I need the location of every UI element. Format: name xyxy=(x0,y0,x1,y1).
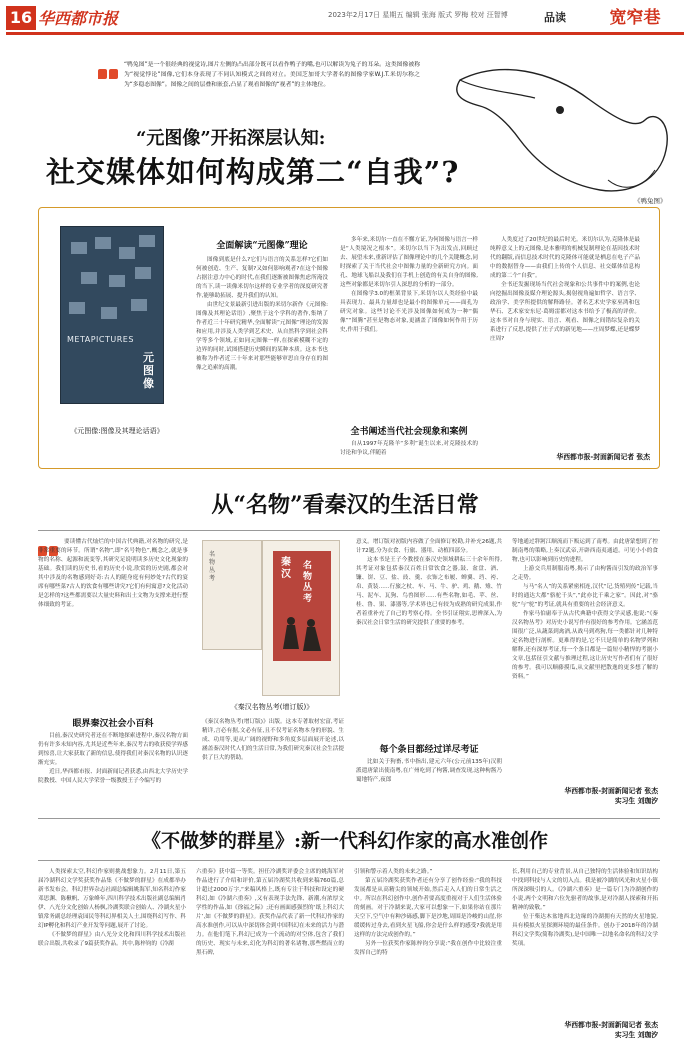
quote-mark-icon xyxy=(98,64,120,78)
article1-subhead: 全面解读“元图像”理论 xyxy=(216,241,308,251)
divider xyxy=(38,860,660,861)
paragraph: 多年来,米切尔一直在不懈方证,为何图像与语言一样是“人类境况之根本”。米切尔以当下为出发点,回顾过去、展望未来,重新评估了图像理论中的几个关键概念,同时探索了关于当代社会中图像力量的全新研究方向。面孔、地球飞船以及我们在手机上创造的有关自身的图像,这些对象都是米切尔引人深思的分析的一部分。 xyxy=(340,237,478,288)
article2-title: 从“名物”看秦汉的生活日常 xyxy=(211,492,479,518)
book2-title-a: 秦汉 xyxy=(281,557,291,580)
article1-col1 xyxy=(196,256,328,373)
byline-intern: 实习生 刘珈汐 xyxy=(614,797,658,805)
article1-col2 xyxy=(340,236,478,335)
article1-col3 xyxy=(490,236,640,344)
article1-title-line2: 社交媒体如何构成第二“自我”? xyxy=(46,155,460,189)
paragraph: 图像到底是什么?它们与语言的关系怎样?它们如何被创造、生产、复制?又如何影响观者?在这个图像占据注意力中心的时代,在我们逐渐被图像焦虑所淹没的当下,读一读像米切尔这样的专业学者的深度研究著作,能够助拓展、提升我们的认知。 xyxy=(196,257,328,299)
article3-col4 xyxy=(512,868,658,949)
page-number: 16 xyxy=(6,6,36,30)
book-en-title: METAPICTURES xyxy=(67,335,134,344)
masthead xyxy=(0,0,690,44)
paragraph: 比如关于狗畜,书中指出,建元六年(公元前135年)汉朝派遣唐蒙出使南粤,在广州吃到了枸酱,调查发现,这种枸酱乃蜀地特产,夜郎 xyxy=(356,759,502,783)
article1-title-line1: “元图像”开拓深层认知: xyxy=(136,128,326,149)
book2-red-panel xyxy=(273,551,331,661)
paragraph: 上游交兵用制服南粤,揭示了由枸酱而引发的政治军事之走势。 xyxy=(512,566,658,581)
book-cover-art xyxy=(61,227,165,337)
byline-reporter: 华西都市报-封面新闻记者 张杰 xyxy=(564,787,658,795)
article3-title: 《不做梦的群星》:新一代科幻作家的高水准创作 xyxy=(141,830,548,852)
book-cover-metapictures xyxy=(60,226,164,404)
book2-caption: 《秦汉名物丛考(增订版)》 xyxy=(230,703,314,711)
issue-meta: 2023年2月17日 星期五 编辑 张海 版式 罗梅 校对 汪智博 xyxy=(328,11,508,19)
paper-logo: 华西都市报 xyxy=(38,9,119,28)
book1-caption: 《元图像:图像及其理论话语》 xyxy=(70,427,164,435)
article2-byline xyxy=(500,786,658,806)
article2-col3 xyxy=(356,538,502,628)
paragraph: 人类度过了20世纪的最后时光。米切尔认为,克隆体是最纯粹意义上的元图像,是本雅明的机械复制理论在基因技术时代的翻版,而信息技术时代的克隆体可能就是栖息在电子产品中的数据替身——由我们上传的个人信息、社交媒体信息构成的第二个“自我”。 xyxy=(490,237,640,279)
article2-col3b xyxy=(356,758,502,785)
book2-figure-art xyxy=(277,611,327,655)
section-name: 品读 xyxy=(544,11,566,24)
article2-subhead2: 每个条目都经过详尽考证 xyxy=(379,745,479,755)
duck-rabbit-caption: 《鸭兔图》 xyxy=(634,197,667,205)
byline-intern: 实习生 刘珈汐 xyxy=(614,1031,658,1039)
article2-col1b xyxy=(38,732,188,786)
article1-intro: “鸭兔图”是一个很经典的视觉诗,图片左侧的凸出部分既可以看作鸭子的嘴,也可以解读为兔子的耳朵。这类图像被称为“视觉悖论”图像,它们本身表现了不同认知模式之间的对立。美国芝加哥大学著名的图像学家W.J.T.米切尔称之为“多稳态图像”。图像之间的层叠和嵌套,凸显了观看图像的“视者”的主体地位。 xyxy=(124,62,420,88)
book2-spine-cover xyxy=(202,540,262,650)
paragraph: 要读懂古代灿烂的中国古代典籍,对名物的研究,是非常重要的环节。所谓“名物”,即“名号物色”,概念之,就是事物的名称、起源和流变等,其研究足说明读多历史文化现象的基础。我们读的历史书,看的历史小说,欣赏的历史剧,都会对其中涉及的名物感到好奇:古人的随身庭有何妙处?古代的宴席有哪些菜?古人的饮食有哪些讲究?它们有何寓意?文化活动是怎样的?这些都需要以大量史料和出土文物为支撑来进行整体细致的考证。 xyxy=(38,539,188,608)
paragraph: 位于柴达木盆地西北边缘的冷湖拥有天然的火星地貌,具有模拟火星探测环境的最佳条件。创办于2018年的冷湖科幻文学奖(简称冷湖奖),是中国唯一以地名命名的科幻文学奖项。 xyxy=(512,914,658,947)
book2-front-cover xyxy=(262,540,340,696)
divider xyxy=(38,818,660,819)
paragraph: 目前,秦汉史研究者还在不断地探索进程中,秦汉名物方面仍有许多未知内容,尤其是近些年来,秦汉考古的收获使学界感到惊喜,让大家获取了新的信息,使得我们对秦汉名物的认识逐渐充实。 xyxy=(38,733,188,766)
paragraph: 另外一位获奖作家陈梓钧分享说:“我在创作中比较注重发挥自己的特 xyxy=(354,941,502,956)
paragraph: 近日,华西都市报、封面新闻记者获悉,由西北大学历史学院教授、中国人民大学荣誉一级教授王子今编写的 xyxy=(38,769,188,784)
book2-small-title: 名物丛考 xyxy=(209,551,216,582)
column-name: 宽窄巷 xyxy=(586,4,684,32)
paragraph: 在图像学3.0的框架背景下,米切尔以人类经验中最具表现力、最具力量却也是最小的图像单元——面孔为研究对象。这些讨论不光涉及图像如何成为一种“偶像”“图腾”甚至是物态对象,更涵盖了图像如何作用于历史,作用于我们。 xyxy=(340,291,478,333)
article3-col1 xyxy=(38,868,186,949)
paragraph: 长,利用自己的专业背景,从自己独特的生活体验和知识结构中找到科技与人文的切入点。我是被冷湖的风光和火星小镇所深深吸引的人。《冷湖六重奏》是一篇专门为冷湖创作的小说,两个文明和六位先驱者的故事,是对冷湖人探索和开拓精神的致敬。” xyxy=(512,869,658,911)
paragraph: 等地通过牂牁江顺流而下贩运到了南粤。由此唐蒙想到了控制南粤的策略,上奏汉武帝,开辟西南夷通道。可见小小的食物,也可以影响到历史的进程。 xyxy=(512,539,658,563)
book-cn-title: 元图像 xyxy=(143,351,154,390)
paragraph: 由世纪文景最新引进出版的米切尔新作《元图像:图像及其理论话语》,聚焦于这个学科的著作,集纳了作者近三十年研究精华,全面解读“元图像”理论的发源和应用,并涉及人类学到艺术史、从自然科学到社会科学等多个领域,正如同元图像一样,在探索模糊不定的边界的同时,试图搭建历史瞬间的某种本质。这本书也被称为作者近三十年来对那些能够审思自身存在的图像之追索的高潮。 xyxy=(196,302,328,371)
paragraph: 意义。增订版对初版内容做了全面修订校勘,并补充26题,共计72题,分为衣食、行旅、器用、动植四部分。 xyxy=(356,539,502,554)
paragraph: 《秦汉名物丛考(增订版)》出版。这本专著取材宏富,考证精详,言必有据,文必有征,且不仅考证名物本身的形貌、生成、功用等,更从广阔的视野和多角度多层面展开论述,以涵盖秦汉时代人们的生活日常,为我们研究秦汉社会生活提供了巨大的帮助。 xyxy=(202,719,344,761)
byline-reporter: 华西都市报-封面新闻记者 张杰 xyxy=(564,1021,658,1029)
paragraph: 引领和警示着人类的未来之路。” xyxy=(354,869,433,875)
article3-col2 xyxy=(196,868,344,958)
article3-byline xyxy=(500,1020,658,1040)
duck-rabbit-illustration xyxy=(440,40,688,205)
paragraph: 与马“名人”的关系紧密相连,汉代“记,货殖列传”记载,当时的通达大都“骆驼千头”,“此亦比千乘之家”。因此,对“骆驼”与“驼”的考证,就具有重要的社会经济意义。 xyxy=(512,584,658,608)
paragraph: 《不做梦的群星》由八光分文化和四川科学技术出版社联合出版,共收录了9篇获奖作品。其中,陈梓钧的《冷湖 xyxy=(38,932,186,947)
article1-col2b xyxy=(340,440,478,458)
article2-col1 xyxy=(38,538,188,610)
paragraph: 作家马伯庸奉于从古代典籍中获得文学灵感,他说:“《秦汉名物丛考》对历史小说写作有很好的参考作用。它涵盖范围很广泛,从蔬菜到禽酒,从战马到鸡狗,每一类都针对几种特定名物进行剖析。更难得的是,它不只是简单的名物罗列和解释,还有深厚考证,每一个条目都是一篇短小精悍的考据小文章,包括征引文献与推理过程,这让历史写作者们有了很好的参考。我可以顺藤摸瓜,从文献里把散逸的更多想了解的资料。” xyxy=(512,611,658,680)
divider xyxy=(38,530,660,531)
paragraph: 全书还发掘现场当代社会现象和公共事件中的案例,也论向挖掘出图像及媒介理论源头,揭射视角遍如哲学、语言学、政治学、美学所提供的解释路径。著名艺术史学家巫鸿和包华石、艺术家安东尼·葛姆雷都对这本书给予了极高的评价。这本书对自身与现实、语言、观看、图像之间错综复杂的关系进行了反思,提供了庄子式的新见地——庄周梦蝶,还是蝶梦庄周? xyxy=(490,282,640,342)
header-rule xyxy=(6,32,684,35)
paragraph: 自从1997年克隆羊“多利”诞生以来,对克隆技术的讨论和争议,伴随着 xyxy=(340,441,478,456)
article3-col3 xyxy=(354,868,502,958)
paragraph: 六重奏》获中篇一等奖。担任冷湖奖评委会主席的姚海军对作品进行了介绍和评价,第五届冷湖奖共收到来稿760篇,总计超过2000万字,“来稿风格上,既有专注于科技和设定的硬科幻,如《冷湖六重奏》,又有表现手法先锋、新潮,有浓厚文学性的作品,如《徐福之际》;还有画面感强烈的‘纸上科幻大片’,如《不做梦的群星》。获奖作品代表了新一代科幻作家的高水准创作,可以从中深切体会到中国科幻在未来的活力与潜力。在他们笔下,科幻已成为一个流动的对空体,包含了我们的历史、现实与未来,幻化为科幻的著名诸物,那些燃而立的黑石碑, xyxy=(196,869,344,956)
article2-col2 xyxy=(202,718,344,763)
article1-subhead2: 全书阐述当代社会现象和案例 xyxy=(350,427,468,437)
article2-subhead: 眼界秦汉社会小百科 xyxy=(72,719,154,729)
paragraph: 第五届冷湖奖获奖作者还有分享了创作经验:“我的科技发展都是从高精尖的领域开始,然后走入人们的日常生活之中。所以在科幻创作中,创作者要高度重视对于人们生活体验的刻画。对于冷湖来说,大家可以想象一下,如果你站在那片天空下,空气中有种沙砾感,脚下是沙地,周围是冷峻的山崖,你缓缓转过身去,看到火星飞船,你会是什么样的感受?我就是用这样的方法完成创作的。” xyxy=(354,878,502,938)
article2-col4 xyxy=(512,538,658,768)
paragraph: 这本书是王子今教授在秦汉史领域耕耘三十余年所得,其考证对象包括秦汉百姓日常饮食之器,鼓、盆盘、酒、镰、饼、豆、盐、豉、羹、衣饰之布履、蝉翼、珰、袴、帛、黄装……行旅之杖、车、马、牛、驴、鸡、鹅、雉、竹马、泥车、瓦狗、鸟兽图形……有些名物,如毛、苹、丝、桂、鲁、果、漆器等,学术界也已有较为成熟的研究成果,作者着重补充了自己的考察心得。全书引证翔实,思辨深入,为秦汉社会日常生活的研究提供了重要的参考。 xyxy=(356,557,502,626)
article1-byline: 华西都市报-封面新闻记者 张杰 xyxy=(556,453,650,461)
paragraph: 人类探索太空,科幻作家则挑战想象力。2月11日,第五届冷湖科幻文学奖获奖作品集《不做梦的群星》在成都举办新书发布会。科幻世界杂志社副总编辑姚海军,知名科幻作家邓思渊、陈楸帆、万象峰年,四川科学技术出版社副总编辑肖伊、八光分文化创始人杨枫,冷湖奖联合创始人、冷湖火星小镇常务副总经理袁园民等科幻界相关人士,围绕科幻写作、科幻IP孵化和科幻产业开发等问题,展开了讨论。 xyxy=(38,869,186,929)
book2-title-b: 名物丛考 xyxy=(303,561,313,604)
